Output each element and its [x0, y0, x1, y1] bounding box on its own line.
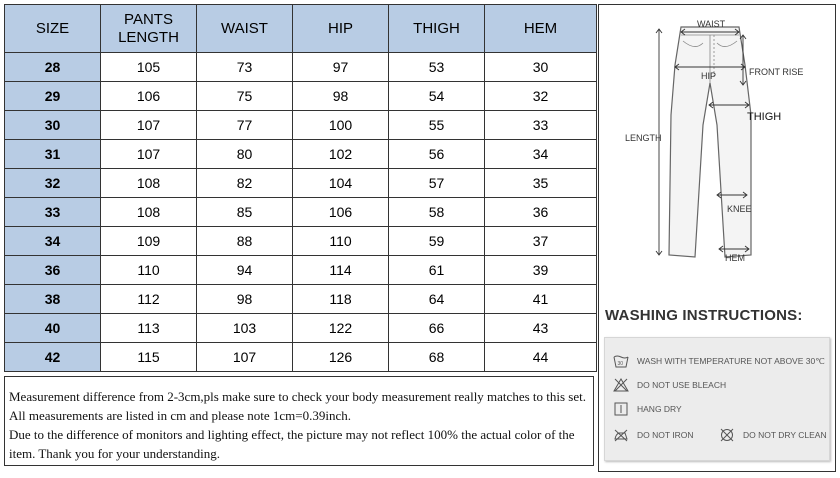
table-row: [5, 343, 597, 372]
table-row: [5, 82, 597, 111]
measurement-cell: 58: [389, 198, 485, 227]
size-cell: 31: [5, 140, 101, 169]
table-row: [5, 227, 597, 256]
measurement-cell: 102: [293, 140, 389, 169]
size-cell: 34: [5, 227, 101, 256]
measurement-cell: 53: [389, 53, 485, 82]
measurement-cell: 37: [485, 227, 597, 256]
measurement-cell: 118: [293, 285, 389, 314]
size-cell: 28: [5, 53, 101, 82]
measurement-cell: 114: [293, 256, 389, 285]
measurement-cell: 41: [485, 285, 597, 314]
measurement-cell: 39: [485, 256, 597, 285]
svg-text:30: 30: [617, 361, 624, 367]
note-measurement: Measurement difference from 2-3cm,pls make sure to check your body measurement really matches to this set. All measurements are listed in cm and please note 1cm=0.39inch.: [9, 389, 586, 423]
measurement-cell: 110: [293, 227, 389, 256]
no-dry-clean-icon: [719, 428, 735, 442]
measurement-cell: 34: [485, 140, 597, 169]
measurement-cell: 73: [197, 53, 293, 82]
header-hem: HEM: [485, 5, 597, 53]
wash-label-dry-clean: DO NOT DRY CLEAN: [743, 430, 827, 440]
wash-item-dry-clean: [719, 428, 827, 442]
measurement-cell: 109: [101, 227, 197, 256]
hang-dry-icon: [613, 402, 629, 416]
table-row: [5, 53, 597, 82]
size-chart-table: [4, 4, 597, 372]
measurement-cell: 75: [197, 82, 293, 111]
measurement-cell: 97: [293, 53, 389, 82]
measurement-cell: 36: [485, 198, 597, 227]
table-row: [5, 256, 597, 285]
header-pants-length: PANTS LENGTH: [101, 5, 197, 53]
measurement-cell: 30: [485, 53, 597, 82]
wash-item-temperature: [613, 354, 825, 368]
measurement-cell: 35: [485, 169, 597, 198]
measurement-cell: 59: [389, 227, 485, 256]
size-cell: 42: [5, 343, 101, 372]
measurement-cell: 77: [197, 111, 293, 140]
measurement-cell: 103: [197, 314, 293, 343]
diagram-label-hem: HEM: [725, 253, 745, 263]
measurement-cell: 110: [101, 256, 197, 285]
washing-instructions-title: WASHING INSTRUCTIONS:: [605, 307, 803, 324]
measurement-cell: 54: [389, 82, 485, 111]
header-thigh: THIGH: [389, 5, 485, 53]
diagram-label-thigh: THIGH: [747, 111, 782, 123]
measurement-cell: 80: [197, 140, 293, 169]
diagram-label-length: LENGTH: [625, 133, 662, 143]
wash-label-temperature: WASH WITH TEMPERATURE NOT ABOVE 30℃: [637, 355, 825, 366]
measurement-cell: 68: [389, 343, 485, 372]
measurement-cell: 126: [293, 343, 389, 372]
no-bleach-icon: [613, 378, 629, 392]
measurement-cell: 107: [101, 111, 197, 140]
wash-item-bleach: [613, 378, 726, 392]
size-cell: 36: [5, 256, 101, 285]
measurement-cell: 98: [197, 285, 293, 314]
no-iron-icon: [613, 428, 629, 442]
wash-label-iron: DO NOT IRON: [637, 430, 694, 440]
info-panel: [598, 4, 836, 472]
size-cell: 30: [5, 111, 101, 140]
measurement-cell: 112: [101, 285, 197, 314]
measurement-cell: 106: [293, 198, 389, 227]
measurement-cell: 108: [101, 169, 197, 198]
measurement-cell: 56: [389, 140, 485, 169]
measurement-cell: 57: [389, 169, 485, 198]
measurement-cell: 61: [389, 256, 485, 285]
measurement-cell: 88: [197, 227, 293, 256]
header-hip: HIP: [293, 5, 389, 53]
table-header-row: [5, 5, 597, 53]
measurement-cell: 122: [293, 314, 389, 343]
measurement-cell: 85: [197, 198, 293, 227]
size-cell: 38: [5, 285, 101, 314]
table-row: [5, 140, 597, 169]
washing-instructions-box: [604, 337, 830, 461]
diagram-label-knee: KNEE: [727, 204, 752, 214]
measurement-cell: 82: [197, 169, 293, 198]
header-size: SIZE: [5, 5, 101, 53]
measurement-cell: 107: [197, 343, 293, 372]
table-row: [5, 198, 597, 227]
table-body: [5, 53, 597, 372]
measurement-cell: 104: [293, 169, 389, 198]
measurement-note: [4, 376, 594, 466]
wash-label-hang-dry: HANG DRY: [637, 404, 682, 414]
size-cell: 32: [5, 169, 101, 198]
wash-item-iron: [613, 428, 694, 442]
measurement-cell: 66: [389, 314, 485, 343]
size-cell: 33: [5, 198, 101, 227]
wash-item-hang-dry: [613, 402, 682, 416]
diagram-label-hip: HIP: [701, 71, 717, 81]
wash-30-icon: [613, 354, 629, 368]
measurement-cell: 32: [485, 82, 597, 111]
size-cell: 40: [5, 314, 101, 343]
table-row: [5, 314, 597, 343]
measurement-cell: 64: [389, 285, 485, 314]
table-row: [5, 169, 597, 198]
table-row: [5, 111, 597, 140]
measurement-cell: 100: [293, 111, 389, 140]
measurement-cell: 107: [101, 140, 197, 169]
measurement-cell: 55: [389, 111, 485, 140]
size-cell: 29: [5, 82, 101, 111]
measurement-cell: 115: [101, 343, 197, 372]
diagram-label-front-rise: FRONT RISE: [749, 67, 804, 77]
note-color: Due to the difference of monitors and lighting effect, the picture may not reflect 100% the actual color of the item. Thank you for your understanding.: [9, 427, 575, 461]
table-row: [5, 285, 597, 314]
measurement-cell: 33: [485, 111, 597, 140]
measurement-cell: 108: [101, 198, 197, 227]
measurement-cell: 106: [101, 82, 197, 111]
pants-diagram: [599, 5, 835, 295]
measurement-cell: 94: [197, 256, 293, 285]
measurement-cell: 113: [101, 314, 197, 343]
measurement-cell: 105: [101, 53, 197, 82]
header-waist: WAIST: [197, 5, 293, 53]
diagram-label-waist: WAIST: [697, 19, 726, 29]
measurement-cell: 98: [293, 82, 389, 111]
wash-label-bleach: DO NOT USE BLEACH: [637, 380, 727, 390]
measurement-cell: 43: [485, 314, 597, 343]
measurement-cell: 44: [485, 343, 597, 372]
